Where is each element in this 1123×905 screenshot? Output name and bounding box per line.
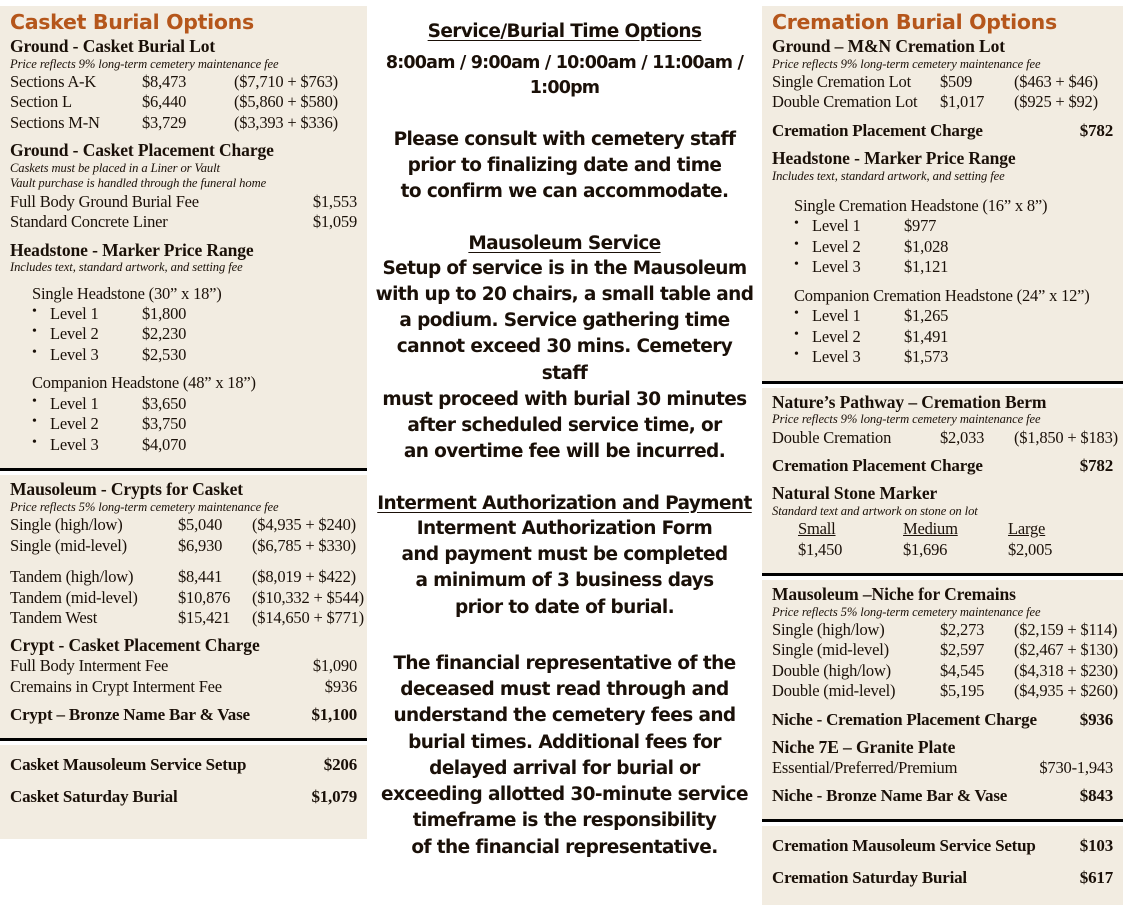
stone-price-large: $2,005 xyxy=(1008,539,1053,559)
row-calc: ($925 + $92) xyxy=(1014,92,1098,112)
level-label: • Level 1 xyxy=(50,393,99,413)
level-price: $4,070 xyxy=(142,434,187,454)
level-price: $1,800 xyxy=(142,304,187,324)
level-price: $1,121 xyxy=(904,257,949,277)
subtitle-single-headstone: Single Headstone (30” x 18”) xyxy=(32,283,222,303)
list-item xyxy=(772,257,1113,277)
heading-headstone-marker-price-range: Headstone - Marker Price Range xyxy=(10,239,254,260)
row-cremation-placement-charge-berm xyxy=(772,455,1113,476)
table-row xyxy=(772,660,1118,681)
row-casket-mausoleum-service-setup xyxy=(10,754,357,775)
row-label: Cremation Placement Charge xyxy=(772,120,983,140)
list-item xyxy=(772,216,1113,236)
companion-cremation-headstone-levels xyxy=(772,306,1113,367)
row-amount: $782 xyxy=(1079,455,1113,475)
note-maintenance-fee: Price reflects 9% long-term cemetery maintenance fee xyxy=(10,56,279,71)
row-amount: $8,441 xyxy=(178,567,223,587)
level-label: • Level 3 xyxy=(50,434,99,454)
table-row xyxy=(772,758,1113,778)
table-row xyxy=(772,92,1113,112)
financial-line-8: of the financial representative. xyxy=(411,836,718,858)
row-label: Double Cremation xyxy=(772,427,892,447)
row-amount: $2,597 xyxy=(940,640,985,660)
row-label: Full Body Ground Burial Fee xyxy=(10,191,199,211)
casket-burial-column xyxy=(0,6,367,839)
row-amount: $6,440 xyxy=(142,92,187,112)
financial-line-3: understand the cemetery fees and xyxy=(393,705,736,727)
row-cremation-saturday-burial xyxy=(772,867,1113,888)
section-divider xyxy=(762,573,1123,580)
mausoleum-line-1: Setup of service is in the Mausoleum xyxy=(382,257,747,279)
crypt-tandem-table xyxy=(10,567,364,628)
niche-price-table xyxy=(772,619,1118,702)
row-calc: ($4,318 + $230) xyxy=(1014,660,1118,680)
row-label: Crypt – Bronze Name Bar & Vase xyxy=(10,704,250,724)
level-label: • Level 1 xyxy=(812,216,861,236)
heading-ground-mn-cremation-lot: Ground – M&N Cremation Lot xyxy=(772,35,1006,56)
financial-line-1: The financial representative of the xyxy=(393,652,736,674)
level-price: $3,650 xyxy=(142,393,187,413)
casket-mausoleum-panel xyxy=(0,475,367,738)
crypt-single-table xyxy=(10,515,357,556)
single-headstone-levels xyxy=(10,304,357,365)
heading-service-burial-time-options: Service/Burial Time Options xyxy=(427,21,702,42)
level-label: • Level 3 xyxy=(812,347,861,367)
row-amount: $6,930 xyxy=(178,535,223,555)
row-label: Tandem (mid-level) xyxy=(10,587,138,607)
row-amount: $843 xyxy=(1079,785,1113,805)
cremation-burial-column xyxy=(762,6,1123,905)
row-label: Single (high/low) xyxy=(10,515,123,535)
row-label: Double Cremation Lot xyxy=(772,92,918,112)
row-niche-bronze-name-bar xyxy=(772,785,1113,806)
level-price: $977 xyxy=(904,216,937,236)
table-row xyxy=(10,677,357,697)
row-label: Double (mid-level) xyxy=(772,681,896,701)
stone-price-small: $1,450 xyxy=(798,539,843,559)
list-item xyxy=(10,435,357,455)
heading-mausoleum-niche-for-cremains: Mausoleum –Niche for Cremains xyxy=(772,583,1016,604)
casket-service-panel xyxy=(0,745,367,839)
row-calc: ($2,467 + $130) xyxy=(1014,640,1118,660)
heading-ground-casket-placement-charge: Ground - Casket Placement Charge xyxy=(10,140,274,161)
section-divider xyxy=(762,819,1123,826)
note-maintenance-fee: Price reflects 9% long-term cemetery maintenance fee xyxy=(772,56,1041,71)
row-label: Casket Mausoleum Service Setup xyxy=(10,755,247,775)
level-price: $1,573 xyxy=(904,347,949,367)
heading-natural-stone-marker: Natural Stone Marker xyxy=(772,483,938,504)
row-niche-cremation-placement-charge xyxy=(772,709,1113,730)
level-label: • Level 2 xyxy=(50,324,99,344)
interment-line-2: and payment must be completed xyxy=(401,544,728,566)
financial-line-7: timeframe is the responsibility xyxy=(412,810,717,832)
note-includes-text: Includes text, standard artwork, and setting fee xyxy=(10,260,243,275)
row-calc: ($8,019 + $422) xyxy=(252,567,356,587)
note-vault-purchase: Vault purchase is handled through the funeral home xyxy=(10,176,267,191)
level-label: • Level 3 xyxy=(50,344,99,364)
row-amount: $206 xyxy=(323,755,357,775)
table-row xyxy=(10,656,357,676)
row-crypt-bronze-name-bar xyxy=(10,704,357,725)
row-calc: ($7,710 + $763) xyxy=(234,71,338,91)
consult-line-2: prior to finalizing date and time xyxy=(407,155,722,176)
row-label: Cremation Placement Charge xyxy=(772,455,983,475)
note-caskets-liner: Caskets must be placed in a Liner or Vault xyxy=(10,160,220,175)
row-label: Double (high/low) xyxy=(772,660,891,680)
row-amount: $936 xyxy=(1079,709,1113,729)
subtitle-companion-headstone: Companion Headstone (48” x 18”) xyxy=(32,373,256,393)
section-divider xyxy=(762,381,1123,388)
time-options-list: 8:00am / 9:00am / 10:00am / 11:00am / 1:00pm xyxy=(385,53,744,98)
mausoleum-line-2: with up to 20 chairs, a small table and xyxy=(375,283,754,305)
interment-line-4: prior to date of burial. xyxy=(454,596,675,618)
row-amount: $1,090 xyxy=(312,656,357,676)
ground-lot-price-table xyxy=(10,72,357,133)
table-row xyxy=(772,427,1118,448)
section-divider xyxy=(0,738,367,745)
table-row xyxy=(772,72,1113,92)
row-amount: $2,273 xyxy=(940,619,985,639)
list-item xyxy=(772,306,1113,326)
level-price: $3,750 xyxy=(142,414,187,434)
row-label: Full Body Interment Fee xyxy=(10,656,169,676)
list-item xyxy=(10,414,357,434)
stone-size-large: Large xyxy=(1008,519,1046,539)
table-row xyxy=(10,113,357,133)
list-item xyxy=(10,304,357,324)
level-label: • Level 1 xyxy=(812,306,861,326)
row-label: Casket Saturday Burial xyxy=(10,787,178,807)
row-label: Single (mid-level) xyxy=(10,535,127,555)
row-label: Single (high/low) xyxy=(772,619,885,639)
row-label: Single (mid-level) xyxy=(772,640,889,660)
row-amount: $5,040 xyxy=(178,515,223,535)
subtitle-single-cremation-headstone: Single Cremation Headstone (16” x 8”) xyxy=(794,195,1048,215)
row-calc: ($10,332 + $544) xyxy=(252,587,364,607)
level-price: $2,230 xyxy=(142,324,187,344)
section-divider xyxy=(0,468,367,475)
financial-line-6: exceeding allotted 30-minute service xyxy=(381,784,748,806)
row-calc: ($6,785 + $330) xyxy=(252,535,356,555)
note-maintenance-fee-5: Price reflects 5% long-term cemetery maintenance fee xyxy=(10,499,279,514)
row-amount: $617 xyxy=(1079,868,1113,888)
list-item xyxy=(772,327,1113,347)
row-amount: $1,553 xyxy=(312,191,357,211)
heading-mausoleum-crypts-for-casket: Mausoleum - Crypts for Casket xyxy=(10,479,244,500)
table-row xyxy=(10,536,357,556)
table-row xyxy=(10,92,357,112)
table-row xyxy=(10,567,357,587)
row-label: Sections M-N xyxy=(10,112,100,132)
level-label: • Level 2 xyxy=(812,236,861,256)
level-price: $2,530 xyxy=(142,344,187,364)
table-row xyxy=(772,640,1118,660)
row-label: Cremation Saturday Burial xyxy=(772,868,967,888)
row-calc: ($2,159 + $114) xyxy=(1014,619,1118,639)
stone-size-medium: Medium xyxy=(903,519,958,539)
list-item xyxy=(10,345,357,365)
row-amount: $3,729 xyxy=(142,112,187,132)
row-amount: $936 xyxy=(324,676,357,696)
row-label: Sections A-K xyxy=(10,71,97,91)
page-title-casket: Casket Burial Options xyxy=(10,10,254,34)
table-row xyxy=(772,681,1118,701)
page-title-cremation: Cremation Burial Options xyxy=(772,10,1057,34)
row-calc: ($463 + $46) xyxy=(1014,71,1098,91)
row-label: Single Cremation Lot xyxy=(772,71,911,91)
row-amount: $1,059 xyxy=(312,212,357,232)
heading-mausoleum-service: Mausoleum Service xyxy=(468,232,661,254)
table-row xyxy=(10,72,357,92)
table-row xyxy=(798,540,1113,560)
subtitle-companion-cremation-headstone: Companion Cremation Headstone (24” x 12”) xyxy=(794,285,1090,305)
row-calc: ($1,850 + $183) xyxy=(1014,427,1118,447)
level-price: $1,491 xyxy=(904,326,949,346)
note-maintenance-fee: Price reflects 9% long-term cemetery maintenance fee xyxy=(772,412,1041,427)
row-label: Tandem West xyxy=(10,607,98,627)
row-amount: $5,195 xyxy=(940,681,985,701)
heading-ground-casket-burial-lot: Ground - Casket Burial Lot xyxy=(10,35,216,56)
row-label: Essential/Preferred/Premium xyxy=(772,757,958,777)
row-amount: $782 xyxy=(1079,120,1113,140)
cremation-berm-panel xyxy=(762,388,1123,573)
mausoleum-line-6: after scheduled service time, or xyxy=(407,415,722,437)
row-label: Tandem (high/low) xyxy=(10,567,134,587)
row-calc: ($14,650 + $771) xyxy=(252,607,364,627)
cremation-ground-panel xyxy=(762,6,1123,381)
stone-price-medium: $1,696 xyxy=(903,539,948,559)
financial-line-5: delayed arrival for burial or xyxy=(429,757,700,779)
row-amount: $1,017 xyxy=(940,92,985,112)
heading-headstone-marker-price-range: Headstone - Marker Price Range xyxy=(772,147,1016,168)
note-includes-text: Includes text, standard artwork, and setting fee xyxy=(772,168,1005,183)
row-cremation-mausoleum-service-setup xyxy=(772,835,1113,856)
row-amount: $10,876 xyxy=(178,587,231,607)
row-label: Cremains in Crypt Interment Fee xyxy=(10,676,222,696)
table-row xyxy=(10,515,357,535)
row-label: Niche - Cremation Placement Charge xyxy=(772,709,1037,729)
level-label: • Level 2 xyxy=(50,414,99,434)
consult-line-3: to confirm we can accommodate. xyxy=(400,181,729,203)
table-row xyxy=(10,607,364,628)
row-calc: ($4,935 + $260) xyxy=(1014,681,1118,701)
list-item xyxy=(772,347,1113,367)
casket-ground-panel xyxy=(0,6,367,468)
heading-niche-7e-granite-plate: Niche 7E – Granite Plate xyxy=(772,736,956,757)
row-label: Section L xyxy=(10,92,72,112)
list-item xyxy=(10,394,357,414)
row-amount: $103 xyxy=(1079,836,1113,856)
cremation-niche-panel xyxy=(762,580,1123,819)
row-amount: $2,033 xyxy=(940,427,985,447)
level-price: $1,028 xyxy=(904,236,949,256)
level-label: • Level 2 xyxy=(812,326,861,346)
heading-natures-pathway-cremation-berm: Nature’s Pathway – Cremation Berm xyxy=(772,391,1047,412)
row-amount: $509 xyxy=(940,71,973,91)
single-cremation-headstone-levels xyxy=(772,216,1113,277)
list-item xyxy=(10,324,357,344)
level-label: • Level 3 xyxy=(812,257,861,277)
row-casket-saturday-burial xyxy=(10,786,357,807)
stone-marker-size-table xyxy=(798,519,1113,560)
mausoleum-line-3: a podium. Service gathering time xyxy=(399,310,730,332)
row-label: Niche - Bronze Name Bar & Vase xyxy=(772,785,1008,805)
note-standard-text-artwork: Standard text and artwork on stone on lot xyxy=(772,503,978,518)
mausoleum-line-4: cannot exceed 30 mins. Cemetery staff xyxy=(396,336,733,384)
cremation-lot-table xyxy=(772,72,1113,113)
mausoleum-line-7: an overtime fee will be incurred. xyxy=(403,441,726,463)
service-info-column xyxy=(372,20,757,861)
table-row xyxy=(772,619,1118,640)
berm-table xyxy=(772,427,1118,448)
interment-line-1: Interment Authorization Form xyxy=(416,517,713,539)
level-label: • Level 1 xyxy=(50,304,99,324)
stone-size-small: Small xyxy=(798,519,836,539)
heading-interment-authorization-and-payment: Interment Authorization and Payment xyxy=(377,492,752,514)
row-calc: ($4,935 + $240) xyxy=(252,515,356,535)
financial-line-4: burial times. Additional fees for xyxy=(408,731,721,753)
row-amount: $1,079 xyxy=(311,787,357,807)
row-amount: $1,100 xyxy=(311,704,357,724)
row-amount: $730-1,943 xyxy=(1039,757,1113,777)
companion-headstone-levels xyxy=(10,394,357,455)
row-label: Standard Concrete Liner xyxy=(10,212,168,232)
table-header-row xyxy=(798,519,1113,539)
table-row xyxy=(10,192,357,212)
table-row xyxy=(10,212,357,232)
financial-line-2: deceased must read through and xyxy=(400,679,729,701)
row-calc: ($3,393 + $336) xyxy=(234,112,338,132)
heading-crypt-casket-placement-charge: Crypt - Casket Placement Charge xyxy=(10,635,260,656)
list-item xyxy=(772,237,1113,257)
row-amount: $15,421 xyxy=(178,607,231,627)
consult-line-1: Please consult with cemetery staff xyxy=(393,128,736,150)
cremation-service-panel xyxy=(762,826,1123,905)
table-row xyxy=(10,587,364,608)
level-price: $1,265 xyxy=(904,306,949,326)
row-calc: ($5,860 + $580) xyxy=(234,92,338,112)
row-label: Cremation Mausoleum Service Setup xyxy=(772,836,1036,856)
mausoleum-line-5: must proceed with burial 30 minutes xyxy=(382,388,747,410)
note-maintenance-fee-5: Price reflects 5% long-term cemetery maintenance fee xyxy=(772,604,1041,619)
interment-line-3: a minimum of 3 business days xyxy=(415,570,714,592)
row-amount: $4,545 xyxy=(940,660,985,680)
row-amount: $8,473 xyxy=(142,71,187,91)
row-cremation-placement-charge xyxy=(772,120,1113,141)
